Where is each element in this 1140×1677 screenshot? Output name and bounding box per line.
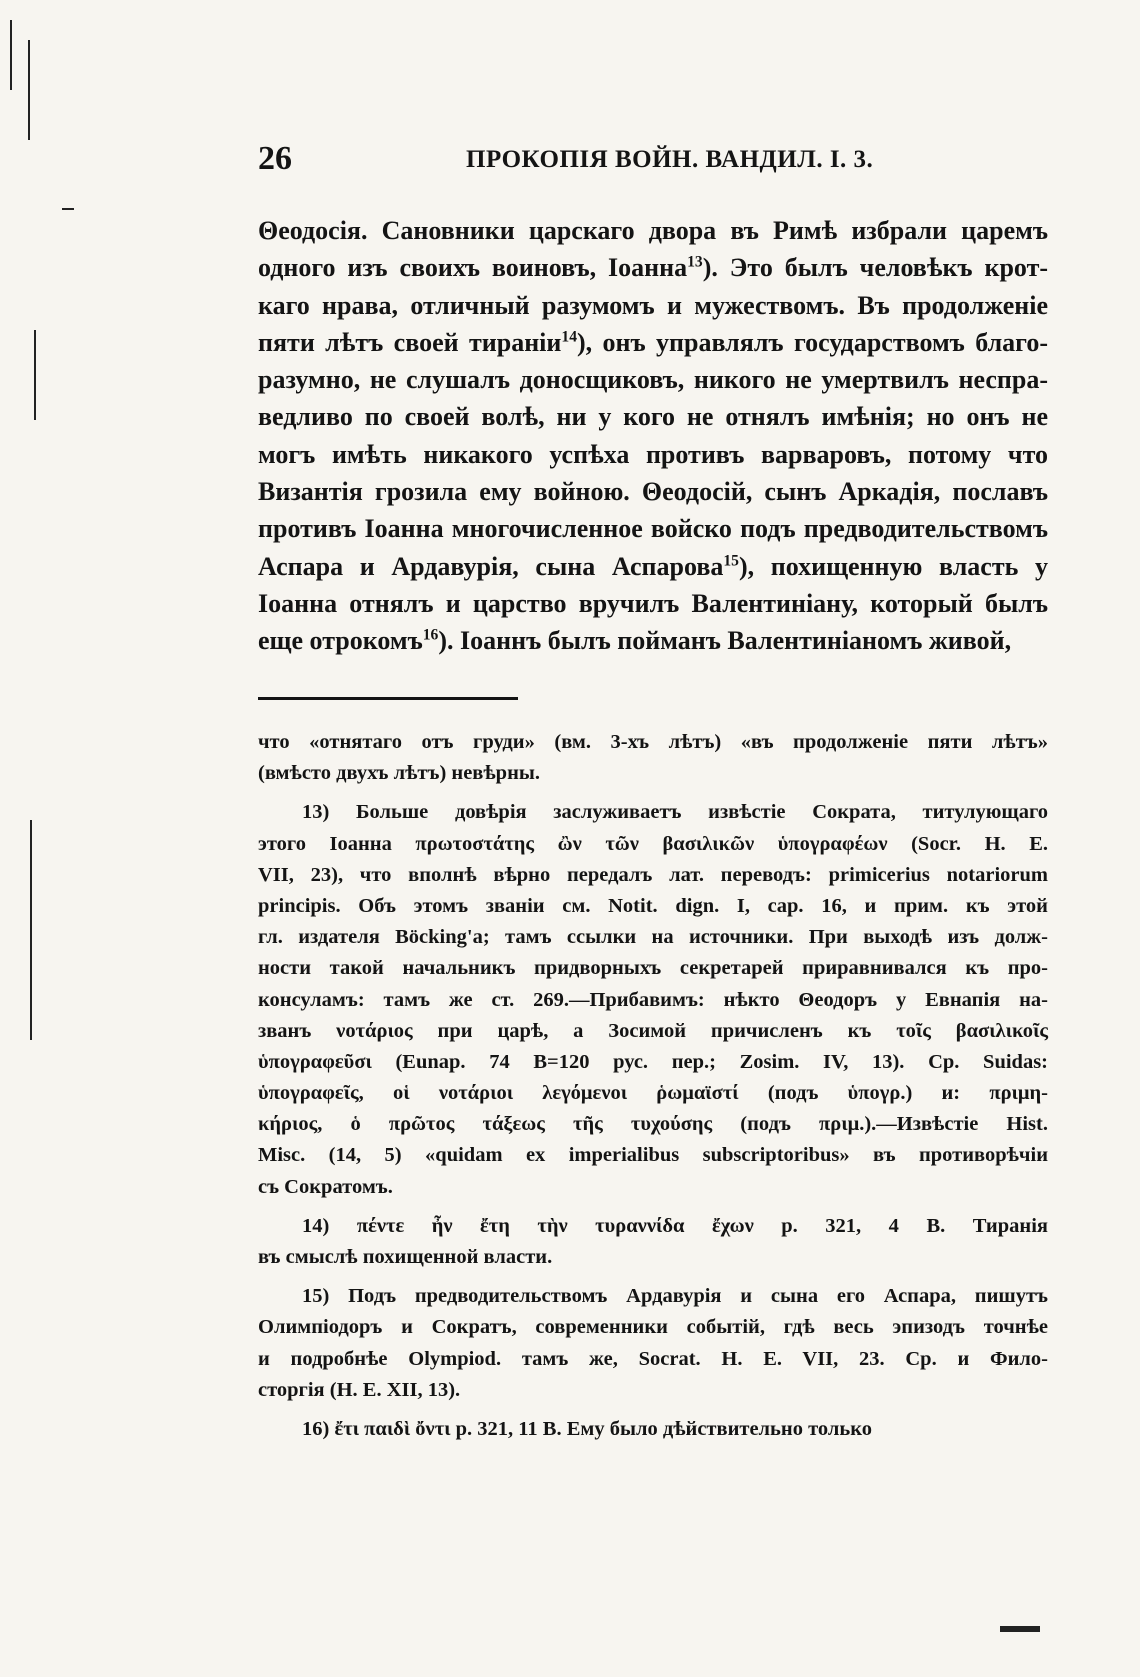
footnote-line: ὑπογραφεῖς, οἱ νοτάριοι λεγόμενοι ῥωμαϊστί (подъ ὑπογρ.) и: πριμη- (258, 1082, 1048, 1105)
scan-edge-mark (30, 820, 32, 1040)
footnote-line: Олимпіодоръ и Сократъ, современники событій, гдѣ весь эпизодъ точнѣе (258, 1316, 1048, 1339)
text-line-continuation: ). Это былъ человѣкъ крот- (702, 253, 1049, 283)
footnote-separator (258, 697, 518, 700)
footnote-line: въ смыслѣ похищенной власти. (258, 1246, 553, 1268)
scan-edge-mark (10, 20, 12, 90)
text-line-content: Аспара и Ардавурія, сына Аспарова (258, 551, 724, 581)
footnote-line: 13) Больше довѣрія заслуживаетъ извѣстіе Сократа, титулующаго (302, 801, 1048, 824)
footnote-line: съ Сократомъ. (258, 1175, 393, 1198)
footnote-line: ὑπογραφεῦσι (Eunap. 74 B=120 рус. пер.; Zosim. IV, 13). Ср. Suidas: (258, 1050, 1048, 1073)
text-line (258, 473, 1048, 510)
page-header (258, 140, 1048, 180)
text-line (258, 212, 1048, 249)
text-line-content: противъ Іоанна многочисленное войско подъ предводительствомъ (258, 514, 1048, 544)
scan-edge-mark (28, 40, 30, 140)
footnote-line: консуламъ: тамъ же ст. 269.—Прибавимъ: нѣкто Θеодоръ у Евнапія на- (258, 988, 1048, 1011)
footnote-line: κήριος, ὁ πρῶτος τάξεως τῆς τυχούσης (подъ πριμ.).—Извѣстіе Hist. (258, 1113, 1048, 1136)
text-line-content: одного изъ своихъ воиновъ, Іоанна (258, 253, 688, 283)
text-line (258, 361, 1048, 398)
footnote-reference: 14 (561, 328, 577, 346)
text-line-content: Іоанна отнялъ и царство вручилъ Валентиніану, который былъ (258, 588, 1048, 618)
footnote-line: званъ νοτάριος при царѣ, а Зосимой причисленъ къ τοῖς βασιλικοῖς (258, 1019, 1048, 1042)
footnote-line: что «отнятаго отъ груди» (вм. 3-хъ лѣтъ) «въ продолженіе пяти лѣтъ» (258, 731, 1048, 753)
text-line (258, 324, 1048, 361)
footnote-line: 16) ἔτι παιδὶ ὄντι p. 321, 11 B. Ему было дѣйствительно только (302, 1417, 872, 1440)
footnote-line: (вмѣсто двухъ лѣтъ) невѣрны. (258, 762, 541, 785)
footnote-line: 15) Подъ предводительствомъ Ардавурія и сына его Аспара, пишутъ (302, 1285, 1048, 1308)
footnote-line: гл. издателя Böcking'a; тамъ ссылки на источники. При выходѣ изъ долж- (258, 926, 1048, 949)
footnote-reference: 15 (723, 552, 739, 570)
text-line-continuation: ), похищенную власть у (738, 551, 1048, 581)
text-line (258, 436, 1048, 473)
text-line-content: могъ имѣть никакого успѣха противъ варваровъ, потому что (258, 439, 1048, 469)
text-line (258, 287, 1048, 324)
text-line-content: каго нрава, отличный разумомъ и мужествомъ. Въ продолженіе (258, 290, 1048, 320)
footnote-line: 14) πέντε ἦν ἔτη τὴν τυραννίδα ἔχων p. 321, 4 B. Тиранія (302, 1214, 1048, 1237)
running-head: ПРОКОПІЯ ВОЙН. ВАНДИЛ. I. 3. (466, 146, 874, 173)
text-line-content: еще отрокомъ (258, 626, 423, 656)
footnote-line: и подробнѣе Olympiod. тамъ же, Socrat. H. E. VII, 23. Ср. и Фило- (258, 1347, 1048, 1370)
page-number: 26 (258, 140, 292, 177)
scan-edge-mark (34, 330, 36, 420)
footnote-line: VII, 23), что вполнѣ вѣрно передалъ лат. переводъ: primicerius notariorum (258, 863, 1048, 886)
text-line-continuation: ). Іоаннъ былъ пойманъ Валентиніаномъ живой, (438, 626, 1012, 656)
text-line-continuation: ), онъ управлялъ государствомъ благо- (576, 327, 1048, 357)
text-line (258, 548, 1048, 585)
footnote-line: ности такой начальникъ придворныхъ секретарей приравнивался къ про- (258, 957, 1048, 980)
main-text (258, 212, 1048, 660)
text-line-content: Византія грозила ему войною. Θеодосій, сынъ Аркадія, пославъ (258, 477, 1048, 507)
text-line (258, 249, 1048, 286)
footnote-reference: 13 (687, 253, 703, 271)
footnote-line: этого Іоанна πρωτοστάτης ὢν τῶν βασιλικῶν ὑπογραφέων (Socr. H. E. (258, 832, 1048, 855)
footnote-line: principis. Объ этомъ званіи см. Notit. dign. I, cap. 16, и прим. къ этой (258, 894, 1048, 917)
text-line (258, 622, 1048, 659)
footnote-line: Misc. (14, 5) «quidam ex imperialibus subscriptoribus» въ противорѣчіи (258, 1144, 1048, 1167)
footnote-reference: 16 (422, 626, 439, 644)
text-line-content: ведливо по своей волѣ, ни у кого не отнялъ имѣнія; но онъ не (258, 402, 1048, 432)
scan-edge-mark (62, 208, 74, 210)
footnote-line: сторгія (H. E. XII, 13). (258, 1378, 461, 1401)
text-line-content: пяти лѣтъ своей тираніи (258, 327, 562, 357)
scan-edge-mark (1000, 1626, 1040, 1632)
text-line-content: разумно, не слушалъ доносщиковъ, никого не умертвилъ неспра- (258, 365, 1048, 395)
text-line (258, 510, 1048, 547)
text-line (258, 585, 1048, 622)
text-line (258, 398, 1048, 435)
footnotes (258, 727, 1048, 1445)
text-line-content: Θеодосія. Сановники царскаго двора въ Римѣ избрали царемъ (258, 216, 1048, 245)
